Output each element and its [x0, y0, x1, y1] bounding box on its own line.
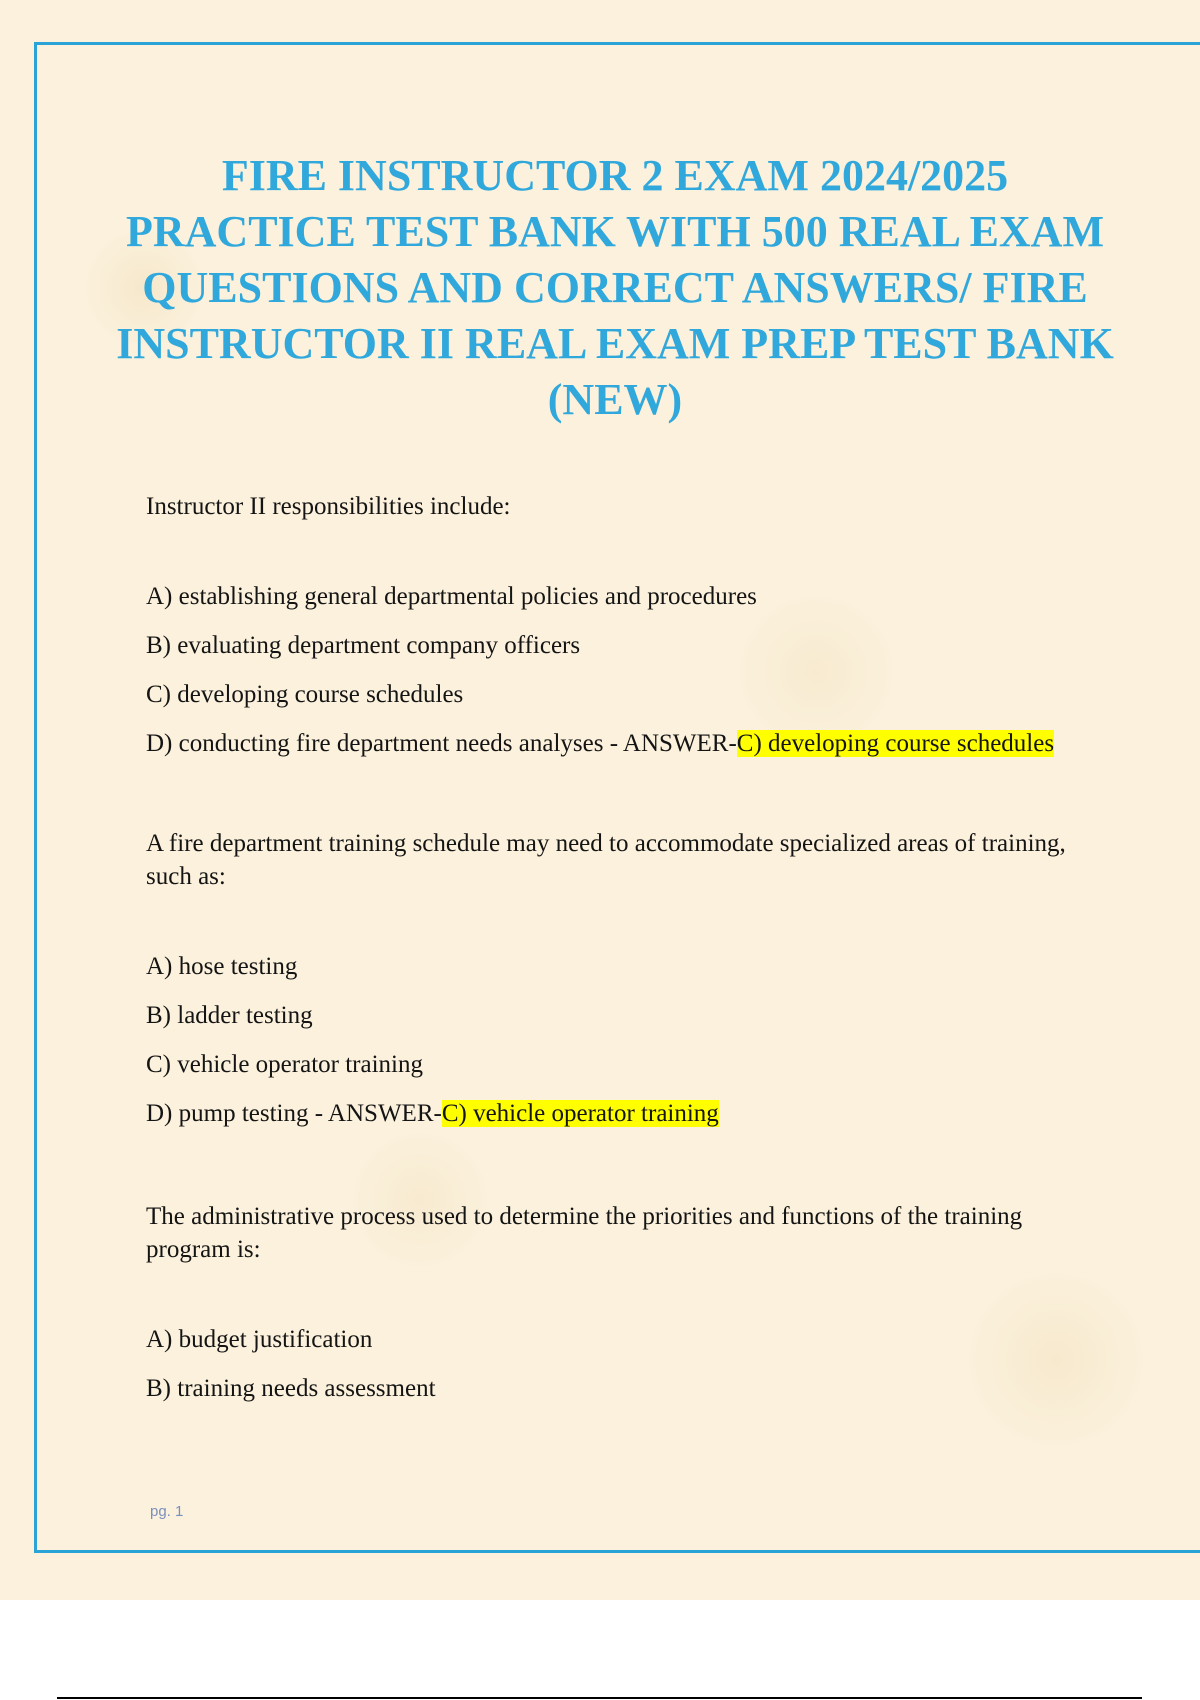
option-list: [146, 951, 1096, 1130]
option-b: B) training needs assessment: [146, 1375, 436, 1402]
option-c: C) vehicle operator training: [146, 1051, 423, 1078]
option-d-with-answer: [146, 728, 1096, 760]
option-b: B) evaluating department company officers: [146, 632, 581, 659]
question-block: [146, 1200, 1096, 1405]
question-list: [146, 490, 1096, 1422]
option-b: B) ladder testing: [146, 1002, 313, 1029]
option-c: C) developing course schedules: [146, 681, 464, 708]
option-a: A) hose testing: [146, 953, 298, 980]
answer-highlight: C) developing course schedules: [736, 730, 1055, 757]
option-list: [146, 1324, 1096, 1405]
option-a: A) budget justification: [146, 1326, 373, 1353]
question-text: The administrative process used to determine the priorities and functions of the training program is:: [146, 1203, 1023, 1263]
question-block: [146, 490, 1096, 760]
option-d: D) conducting fire department needs analyses - ANSWER-: [146, 730, 737, 757]
bottom-divider: [57, 1697, 1142, 1699]
answer-highlight: C) vehicle operator training: [441, 1100, 719, 1127]
option-d: D) pump testing - ANSWER-: [146, 1100, 442, 1127]
document-title: FIRE INSTRUCTOR 2 EXAM 2024/2025 PRACTICE TEST BANK WITH 500 REAL EXAM QUESTIONS AND CORRECT ANSWERS/ FIRE INSTRUCTOR II REAL EXAM PREP TEST BANK (NEW): [116, 151, 1114, 424]
option-a: A) establishing general departmental policies and procedures: [146, 583, 757, 610]
question-text: A fire department training schedule may need to accommodate specialized areas of training, such as:: [146, 830, 1066, 890]
option-d-with-answer: [146, 1098, 1096, 1130]
option-list: [146, 581, 1096, 760]
question-block: [146, 827, 1096, 1130]
question-text: Instructor II responsibilities include:: [146, 493, 511, 520]
page-number: pg. 1: [150, 1503, 184, 1520]
